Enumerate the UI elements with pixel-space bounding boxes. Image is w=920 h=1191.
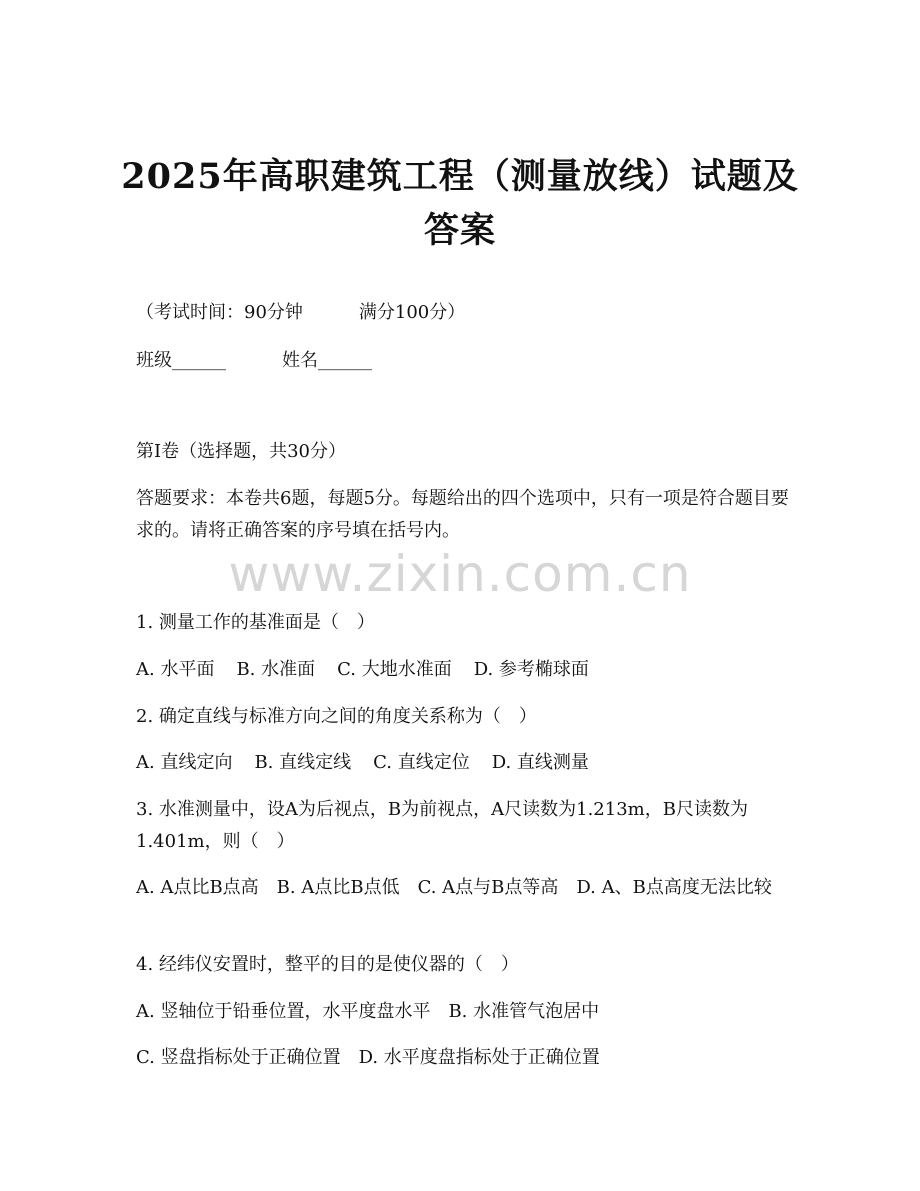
- exam-time: （考试时间：90分钟: [136, 302, 303, 323]
- class-label: 班级______: [136, 350, 226, 371]
- option-c: C. 直线定位: [373, 752, 470, 773]
- section-instructions: 答题要求：本卷共6题，每题5分。每题给出的四个选项中，只有一项是符合题目要求的。请将正确答案的序号填在括号内。: [136, 488, 789, 541]
- question-3-stem: 3. 水准测量中，设A为后视点，B为前视点，A尺读数为1.213m，B尺读数为1.401m，则（ ）: [136, 799, 748, 852]
- option-a: A. 直线定向: [136, 752, 233, 773]
- exam-score: 满分100分）: [358, 302, 466, 323]
- option-c: C. 大地水准面: [337, 659, 452, 680]
- question-2-options: [136, 747, 796, 779]
- option-b: B. 直线定线: [254, 752, 352, 773]
- option-a: A. 水平面: [136, 659, 215, 680]
- question-2-stem: 2. 确定直线与标准方向之间的角度关系称为（ ）: [136, 706, 537, 727]
- option-d: D. 参考椭球面: [473, 659, 589, 680]
- section-heading: 第I卷（选择题，共30分）: [136, 441, 347, 462]
- question-1-options: [136, 654, 796, 686]
- student-info: [136, 345, 796, 377]
- question-4-options-line-1: A. 竖轴位于铅垂位置，水平度盘水平 B. 水准管气泡居中: [136, 1001, 600, 1022]
- document-title: 2025年高职建筑工程（测量放线）试题及答案: [121, 156, 799, 251]
- option-d: D. 直线测量: [491, 752, 589, 773]
- option-b: B. 水准面: [236, 659, 316, 680]
- question-3-options: A. A点比B点高 B. A点比B点低 C. A点与B点等高 D. A、B点高度无法比较: [136, 877, 772, 898]
- name-label: 姓名______: [282, 350, 372, 371]
- watermark-text: www.zixin.com.cn: [228, 545, 692, 603]
- question-4-options-line-2: C. 竖盘指标处于正确位置 D. 水平度盘指标处于正确位置: [136, 1047, 600, 1068]
- question-1-stem: 1. 测量工作的基准面是（ ）: [136, 612, 375, 633]
- question-4-stem: 4. 经纬仪安置时，整平的目的是使仪器的（ ）: [136, 954, 519, 975]
- exam-info: [136, 297, 796, 329]
